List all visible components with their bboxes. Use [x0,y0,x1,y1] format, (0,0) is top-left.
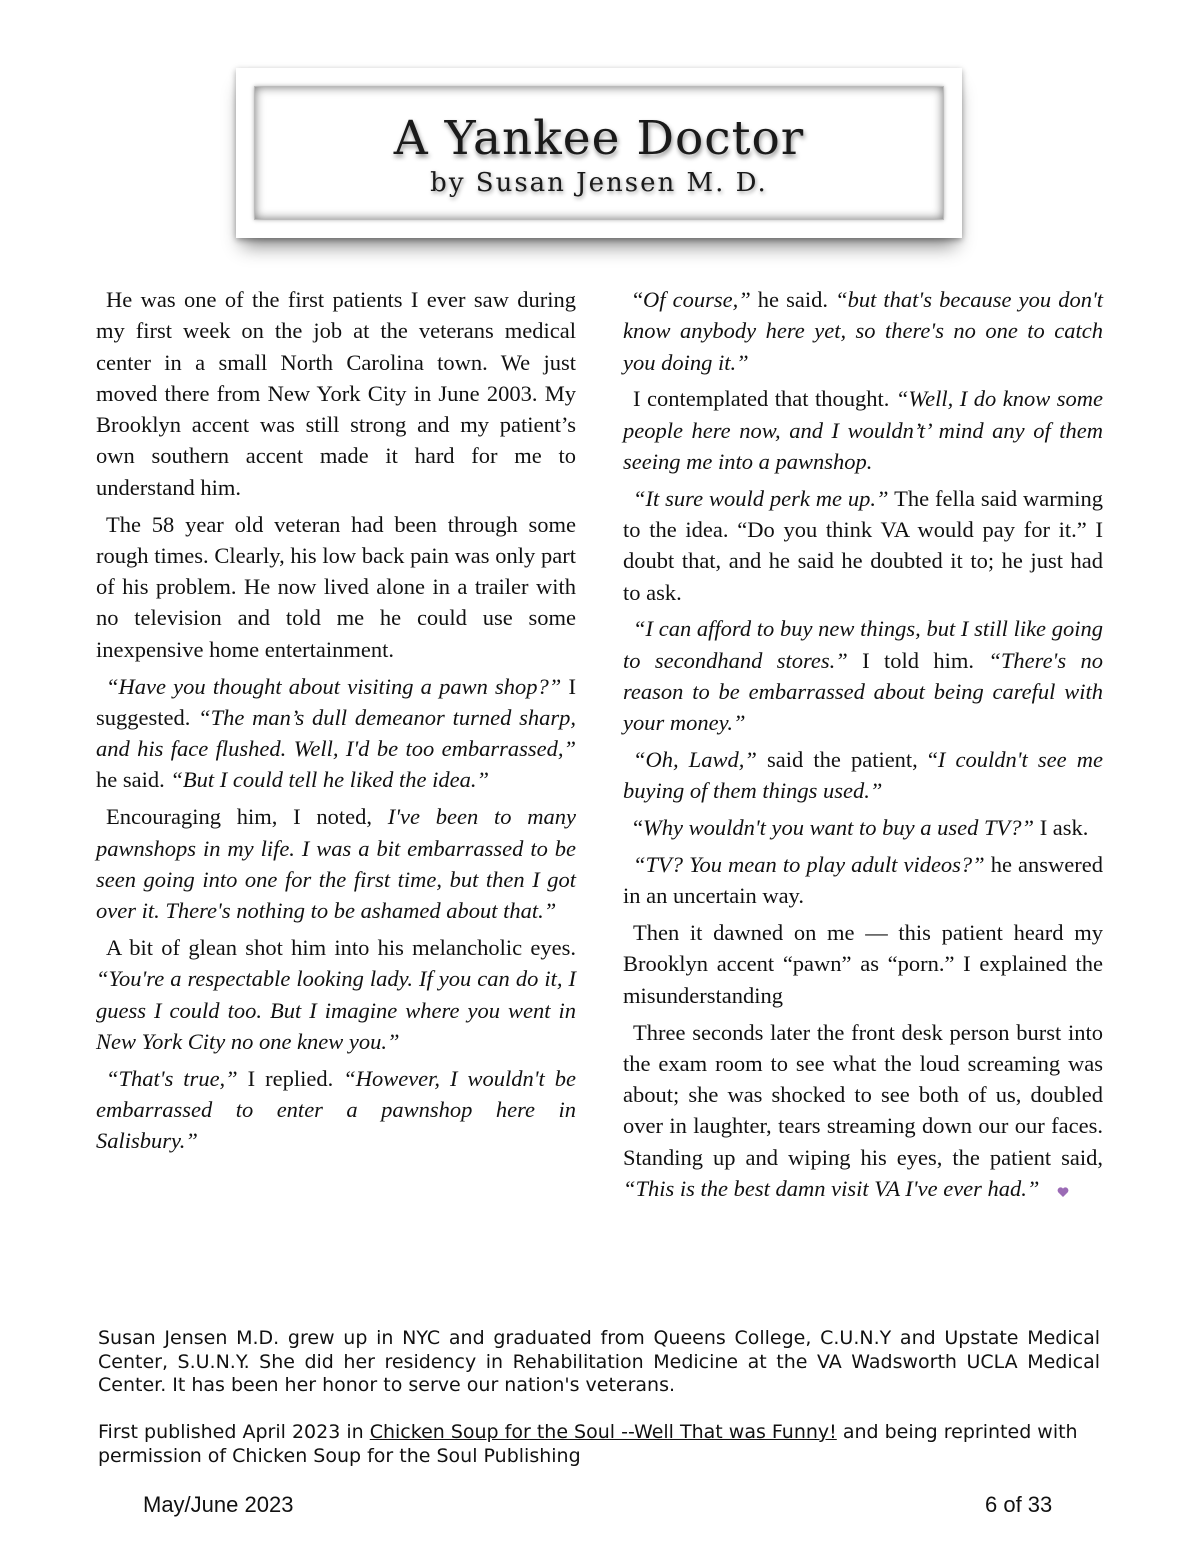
publication-note [98,1421,1098,1468]
italic-run: Why wouldn't you want to buy a used TV?” [643,815,1035,841]
text-run: he said. [750,287,836,312]
text-run: he answered in an uncertain way. [623,852,1103,909]
article-paragraph [623,917,1103,1011]
italic-run: “This is the best damn visit VA I've ever had.” [623,1176,1040,1202]
article-paragraph [96,509,576,665]
italic-run: “That's true,” [106,1065,238,1091]
italic-run: I couldn't see me buying of them things used.” [623,747,1103,804]
italic-run: “The man’s dull demeanor turned sharp, and his face flushed. Well, I'd be too embarrassed,” [96,704,576,762]
publication-prefix: First published April 2023 in [98,1421,370,1443]
article-paragraph [623,613,1103,738]
italic-run: “I can afford to buy new things, but I still like going to secondhand stores.” [623,616,1103,673]
text-run: Three seconds later the front desk person burst into the exam room to see what the loud screaming was about; she was shocked to see both of us, doubled over in laughter, tears streaming down our our faces. Standing up and wiping his eyes, the patient said, [623,1019,1103,1170]
article-paragraph [96,284,576,503]
text-run: He was one of the first patients I ever saw during my first week on the job at the veterans medical center in a small North Carolina town. We just moved there from New York City in June 2003. My Brooklyn accent was still strong and my patient’s own southern accent made it hard for me to understand him. [96,287,576,500]
italic-run: “Have you thought about visiting a pawn shop?” [106,673,562,699]
left-column [96,284,576,1162]
title-box [236,68,962,238]
article-paragraph [96,1063,576,1157]
italic-run: “However, I wouldn't be embarrassed to enter a pawnshop here in Salisbury.” [96,1065,576,1154]
italic-run: “Oh, Lawd,” [633,747,757,773]
article-paragraph [623,744,1103,807]
text-run: I replied. [237,1065,344,1091]
heart-icon [1057,1186,1069,1198]
article-title: A Yankee Doctor [393,111,805,166]
title-box-inner [254,86,944,220]
italic-run: “TV? You mean to play adult videos?” [633,852,985,878]
text-run: said the patient, “ [756,747,938,773]
italic-run: “Well, I do know some people here now, and I wouldn’t’ mind any of them seeing me into a pawnshop. [623,386,1103,474]
italic-run: “You're a respectable looking lady. If you can do it, I guess I could too. But I imagine where you went in New York City no one knew you.” [96,966,576,1054]
publication-suffix: and being reprinted with permission of Chicken Soup for the Soul Publishing [98,1421,1078,1467]
issue-date: May/June 2023 [143,1492,294,1517]
article-byline: by Susan Jensen M. D. [430,168,768,198]
article-paragraph [623,284,1103,378]
text-run: I ask. [1034,815,1089,841]
author-bio: Susan Jensen M.D. grew up in NYC and graduated from Queens College, C.U.N.Y and Upstate Medical Center, S.U.N.Y. She did her residency in Rehabilitation Medicine at the VA Wadsworth UCLA Medical Center. It has been her honor to serve our nation's veterans. [98,1327,1100,1396]
text-run: The fella said warming to the idea. “Do you think VA would pay for it.” I doubt that, and he said he doubted it to; he just had to ask. [623,485,1103,605]
article-paragraph [96,671,576,796]
article-paragraph [623,849,1103,912]
article-paragraph [96,932,576,1057]
italic-run: I've been to many pawnshops in my life. I was a bit embarrassed to be seen going into one for the first time, but then I got over it. There's nothing to be ashamed about that.” [96,804,576,924]
article-paragraph [623,483,1103,608]
italic-run: Of course,” [643,287,751,312]
text-run: Then it dawned on me — this patient heard my Brooklyn accent “pawn” as “porn.” I explained the misunderstanding [623,920,1103,1008]
page-number: 6 of 33 [985,1492,1053,1517]
right-column [623,284,1103,1210]
text-run: he said. [96,767,171,793]
text-run: I suggested. [96,673,576,730]
article-paragraph [623,812,1103,843]
text-run: A bit of glean shot him into his melancholic eyes. [106,934,576,960]
italic-run: “It sure would perk me up.” [633,485,889,511]
text-run: “ [633,815,643,841]
text-run: I contemplated that thought. [633,386,896,412]
text-run: The 58 year old veteran had been through some rough times. Clearly, his low back pain was only part of his problem. He now lived alone in a trailer with no television and told me he could use some inexpensive home entertainment. [96,511,576,662]
text-run: I told him. [847,647,989,673]
text-run: “ [633,287,643,312]
italic-run: “There's no reason to be embarrassed about being careful with your money.” [623,647,1103,736]
article-paragraph [96,801,576,926]
text-run: Encouraging him, I noted, [106,804,388,830]
article-paragraph [623,383,1103,477]
article-paragraph [623,1017,1103,1205]
italic-run: “but that's because you don't know anybody here yet, so there's no one to catch you doing it.” [623,287,1104,375]
italic-run: “But I could tell he liked the idea.” [170,767,490,793]
chicken-soup-link[interactable]: Chicken Soup for the Soul --Well That was Funny! [369,1421,837,1443]
